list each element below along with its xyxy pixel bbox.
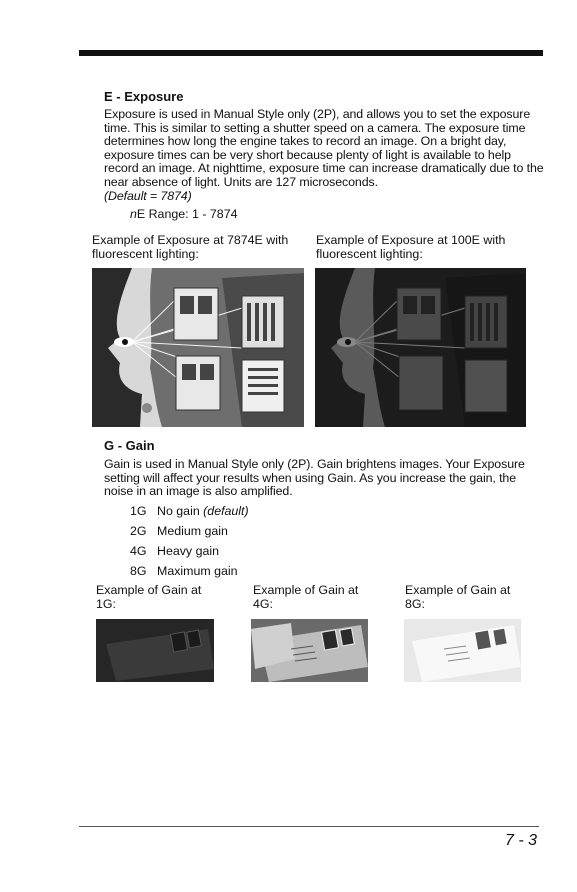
bottom-rule: [79, 826, 539, 827]
gain-option-label: Maximum gain: [157, 564, 238, 578]
gain-option-code: 8G: [130, 564, 147, 578]
gain-example3-caption: Example of Gain at 8G:: [405, 583, 511, 611]
gain-8g-image: [404, 619, 521, 682]
gain-option-note: (default): [203, 504, 249, 518]
exposure-range: [130, 207, 237, 221]
exposure-default-note: (Default = 7874): [104, 188, 192, 203]
gain-1g-image: [96, 619, 214, 682]
gain-option-label: Heavy gain: [157, 544, 219, 558]
gain-example1-caption: Example of Gain at 1G:: [96, 583, 202, 611]
gain-option-label: Medium gain: [157, 524, 228, 538]
exposure-7874e-image: [92, 268, 304, 427]
gain-option: [130, 503, 249, 523]
gain-option-code: 4G: [130, 544, 147, 558]
exposure-100e-image: [315, 268, 526, 427]
gain-option-label: No gain: [157, 504, 200, 518]
gain-option: [130, 563, 249, 583]
range-text: E Range: 1 - 7874: [136, 207, 238, 221]
exposure-paragraph: [104, 108, 544, 203]
gain-example2-caption: Example of Gain at 4G:: [253, 583, 359, 611]
gain-4g-image: [251, 619, 368, 682]
gain-option-code: 2G: [130, 524, 147, 538]
gain-option: [130, 543, 249, 563]
page-number: 7 - 3: [504, 832, 537, 849]
gain-paragraph: Gain is used in Manual Style only (2P). Gain brightens images. Your Exposure setting will affect your results when using Gain. As you increase the gain, the noise in an image is also amplified.: [104, 457, 525, 499]
range-prefix: n: [130, 207, 137, 221]
exposure-description: Exposure is used in Manual Style only (2P), and allows you to set the exposure time. This is similar to setting a shutter speed on a camera. The exposure time determines how long the engine takes to record an image. On a bright day, exposure times can be very short because plenty of light is available to help record an image. At nighttime, exposure time can increase dramatically due to the near absence of light. Units are 127 microseconds.: [104, 107, 544, 189]
exposure-heading: E - Exposure: [104, 89, 184, 104]
gain-options-list: [130, 503, 249, 583]
gain-heading: G - Gain: [104, 438, 155, 453]
gain-option-code: 1G: [130, 504, 147, 518]
exposure-example1-caption: Example of Exposure at 7874E with fluorescent lighting:: [92, 233, 289, 261]
top-rule: [79, 50, 543, 56]
exposure-example2-caption: Example of Exposure at 100E with fluorescent lighting:: [316, 233, 506, 261]
gain-option: [130, 523, 249, 543]
